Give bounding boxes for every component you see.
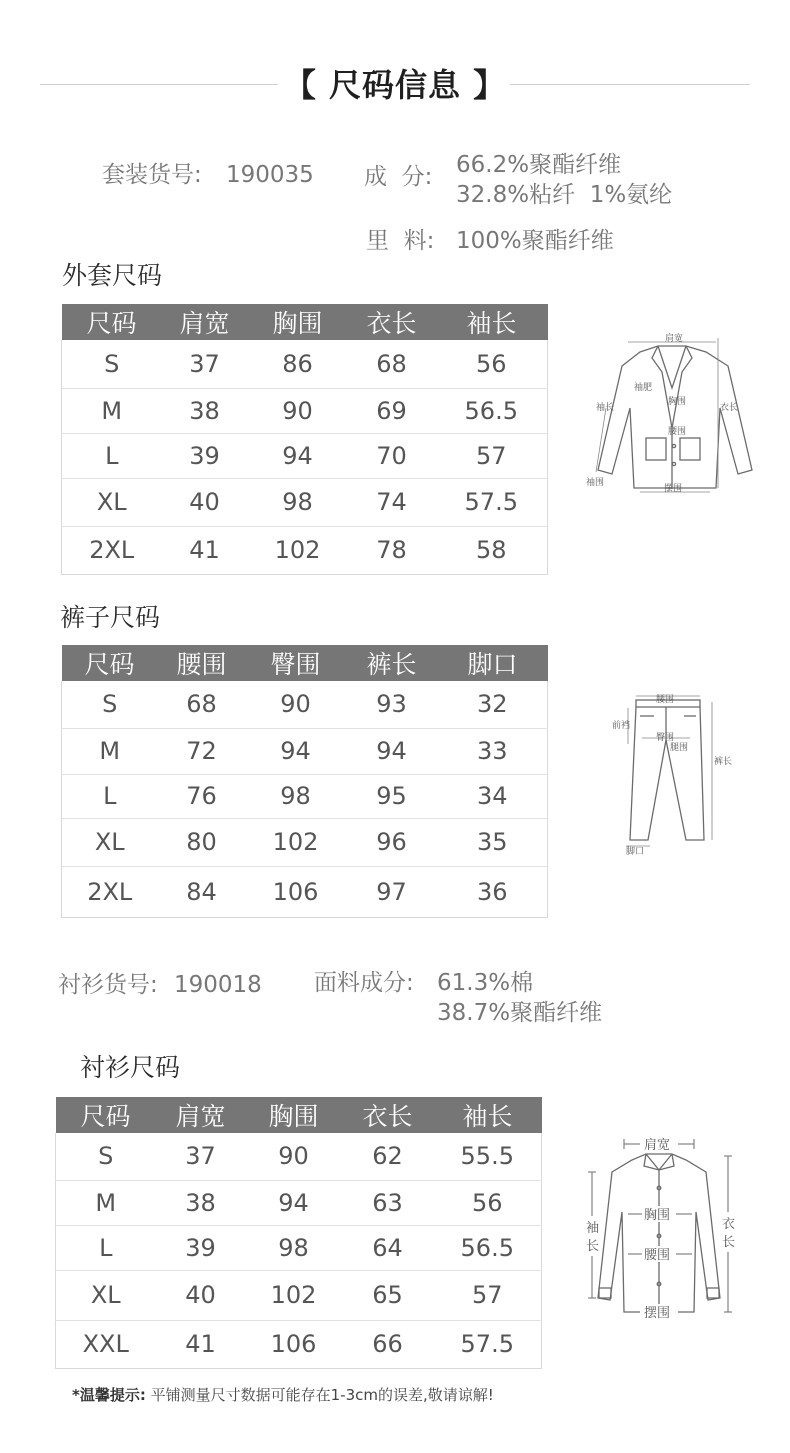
- table-cell: 63: [342, 1180, 434, 1225]
- shirt-diagram: [582, 1132, 752, 1328]
- table-cell: 66: [372, 1330, 403, 1358]
- table-cell: 41: [189, 536, 220, 564]
- table-cell: 97: [376, 877, 407, 906]
- table-cell: 40: [162, 478, 248, 526]
- pants-label-thigh: 腿围: [670, 743, 689, 753]
- table-cell: 90: [246, 681, 346, 728]
- table-cell: XXL: [82, 1330, 129, 1358]
- jacket-label-chest: 胸围: [668, 397, 687, 407]
- tip-label: *温馨提示:: [72, 1386, 146, 1404]
- table-cell: 94: [248, 433, 348, 478]
- table-cell: 69: [348, 388, 436, 433]
- table-cell: 57.5: [460, 1330, 514, 1358]
- table-cell: S: [56, 1133, 156, 1180]
- suit-composition-line1: 66.2%聚酯纤维: [456, 152, 622, 178]
- table-row: [56, 1225, 542, 1270]
- table-cell: 102: [246, 818, 346, 866]
- suit-composition-label: 成 分:: [364, 164, 433, 190]
- pants-label-front-rise: 前裆: [612, 721, 631, 731]
- header-cell: 袖长: [434, 1097, 542, 1133]
- suit-sku-value: 190035: [226, 162, 314, 188]
- table-header-row: [62, 304, 548, 340]
- table-cell: L: [56, 1225, 156, 1270]
- header-cell: 臀围: [246, 645, 346, 681]
- table-cell: 56.5: [434, 1225, 542, 1270]
- table-cell: 57.5: [436, 478, 548, 526]
- table-cell: M: [62, 388, 162, 433]
- table-cell: S: [62, 340, 162, 388]
- shirt-label-sleeve-1: 袖: [586, 1221, 600, 1236]
- table-cell: 37: [156, 1133, 246, 1180]
- table-cell: 40: [156, 1270, 246, 1320]
- table-cell: 90: [246, 1133, 342, 1180]
- table-row: [62, 340, 548, 388]
- table-cell: L: [62, 774, 158, 818]
- measurement-tip: [72, 1384, 494, 1405]
- shirt-label-length-2: 长: [722, 1235, 736, 1250]
- pants-size-table: [61, 645, 548, 918]
- shirt-composition-line2: 38.7%聚酯纤维: [437, 1000, 603, 1026]
- table-row: [62, 818, 548, 866]
- table-cell: L: [62, 433, 162, 478]
- page-title: 【 尺码信息 】: [283, 66, 507, 104]
- table-row: [62, 728, 548, 774]
- header-cell: 脚口: [438, 645, 548, 681]
- table-cell: 57: [434, 1270, 542, 1320]
- table-cell: XL: [62, 818, 158, 866]
- table-cell: 2XL: [87, 877, 133, 906]
- header-cell: 衣长: [342, 1097, 434, 1133]
- table-row: [56, 1320, 542, 1368]
- table-cell: 68: [158, 681, 246, 728]
- table-cell: 90: [248, 388, 348, 433]
- jacket-diagram: [582, 328, 762, 498]
- jacket-section-title: 外套尺码: [62, 261, 163, 290]
- table-cell: XL: [62, 478, 162, 526]
- table-cell: 37: [162, 340, 248, 388]
- shirt-composition-line1: 61.3%棉: [437, 970, 534, 996]
- table-cell: 39: [162, 433, 248, 478]
- table-cell: 41: [185, 1330, 216, 1358]
- suit-composition-line2: 32.8%粘纤 1%氨纶: [456, 182, 673, 208]
- table-cell: 102: [274, 536, 321, 564]
- table-row: [62, 774, 548, 818]
- table-cell: 58: [475, 536, 507, 564]
- header-cell: 胸围: [248, 304, 348, 340]
- tip-text: 平铺测量尺寸数据可能存在1-3cm的误差,敬请谅解!: [150, 1386, 494, 1404]
- jacket-label-cuff: 袖围: [586, 478, 605, 488]
- table-row: [62, 681, 548, 728]
- table-row: [62, 478, 548, 526]
- table-cell: 68: [348, 340, 436, 388]
- pants-label-hip: 臀围: [656, 733, 675, 743]
- header-cell: 裤长: [346, 645, 438, 681]
- table-row: [56, 1133, 542, 1180]
- header-cell: 尺码: [62, 645, 158, 681]
- table-cell: 98: [248, 478, 348, 526]
- header-cell: 尺码: [56, 1097, 156, 1133]
- shirt-label-chest: 胸围: [644, 1208, 671, 1223]
- table-row: [62, 388, 548, 433]
- shirt-label-length-1: 衣: [722, 1217, 736, 1232]
- table-cell: 84: [186, 877, 217, 906]
- table-cell: 78: [376, 536, 407, 564]
- table-cell: XL: [56, 1270, 156, 1320]
- table-cell: 2XL: [89, 536, 135, 564]
- shirt-sku-label: 衬衫货号:: [58, 972, 158, 998]
- header-cell: 尺码: [62, 304, 162, 340]
- table-cell: 94: [346, 728, 438, 774]
- jacket-label-hem: 摆围: [664, 484, 683, 494]
- table-row: [62, 866, 548, 917]
- table-cell: 64: [342, 1225, 434, 1270]
- table-cell: S: [62, 681, 158, 728]
- table-cell: 95: [346, 774, 438, 818]
- table-cell: 93: [346, 681, 438, 728]
- table-cell: M: [56, 1180, 156, 1225]
- pants-diagram: [600, 690, 740, 860]
- table-cell: 56: [436, 340, 548, 388]
- table-cell: 98: [246, 1225, 342, 1270]
- pants-label-length: 裤长: [714, 757, 733, 767]
- table-cell: 72: [158, 728, 246, 774]
- table-cell: 98: [246, 774, 346, 818]
- table-cell: M: [62, 728, 158, 774]
- suit-sku-label: 套装货号:: [102, 162, 202, 188]
- header-cell: 肩宽: [156, 1097, 246, 1133]
- table-cell: 106: [270, 1330, 317, 1358]
- table-row: [56, 1180, 542, 1225]
- table-cell: 62: [342, 1133, 434, 1180]
- jacket-label-length: 衣长: [720, 403, 739, 413]
- table-cell: 102: [246, 1270, 342, 1320]
- header-cell: 腰围: [158, 645, 246, 681]
- pants-section-title: 裤子尺码: [60, 603, 161, 632]
- header-cell: 袖长: [436, 304, 548, 340]
- table-row: [62, 433, 548, 478]
- table-cell: 36: [476, 877, 508, 906]
- table-cell: 74: [348, 478, 436, 526]
- shirt-sku-value: 190018: [174, 972, 262, 998]
- table-cell: 38: [156, 1180, 246, 1225]
- shirt-section-title: 衬衫尺码: [80, 1053, 181, 1082]
- table-cell: 70: [348, 433, 436, 478]
- table-cell: 34: [438, 774, 548, 818]
- table-cell: 80: [158, 818, 246, 866]
- table-cell: 76: [158, 774, 246, 818]
- suit-lining-value: 100%聚酯纤维: [456, 228, 614, 254]
- table-cell: 86: [248, 340, 348, 388]
- table-cell: 65: [342, 1270, 434, 1320]
- jacket-label-waist: 腰围: [668, 427, 687, 437]
- table-row: [56, 1270, 542, 1320]
- table-cell: 32: [438, 681, 548, 728]
- jacket-size-table: [61, 304, 548, 575]
- suit-lining-label: 里 料:: [366, 228, 435, 254]
- header-cell: 胸围: [246, 1097, 342, 1133]
- table-cell: 55.5: [434, 1133, 542, 1180]
- shirt-label-waist: 腰围: [644, 1248, 671, 1263]
- header-cell: 肩宽: [162, 304, 248, 340]
- table-cell: 94: [246, 728, 346, 774]
- table-cell: 56: [434, 1180, 542, 1225]
- table-header-row: [62, 645, 548, 681]
- table-cell: 35: [438, 818, 548, 866]
- table-cell: 106: [272, 877, 319, 906]
- shirt-size-table: [55, 1097, 542, 1369]
- table-cell: 94: [246, 1180, 342, 1225]
- header-cell: 衣长: [348, 304, 436, 340]
- table-cell: 39: [156, 1225, 246, 1270]
- jacket-label-bicep: 袖肥: [634, 383, 653, 393]
- shirt-composition-label: 面料成分:: [314, 970, 414, 996]
- pants-label-waist: 腰围: [656, 695, 675, 705]
- pants-label-hem: 脚口: [626, 847, 645, 857]
- table-cell: 38: [162, 388, 248, 433]
- jacket-label-shoulder: 肩宽: [665, 334, 684, 344]
- shirt-label-shoulder: 肩宽: [644, 1138, 671, 1153]
- table-cell: 96: [346, 818, 438, 866]
- table-cell: 57: [436, 433, 548, 478]
- shirt-label-sleeve-2: 长: [586, 1239, 600, 1254]
- table-row: [62, 526, 548, 574]
- table-header-row: [56, 1097, 542, 1133]
- table-cell: 56.5: [436, 388, 548, 433]
- shirt-label-hem: 摆围: [644, 1306, 671, 1321]
- jacket-label-sleeve-length: 袖长: [596, 403, 615, 413]
- table-cell: 33: [438, 728, 548, 774]
